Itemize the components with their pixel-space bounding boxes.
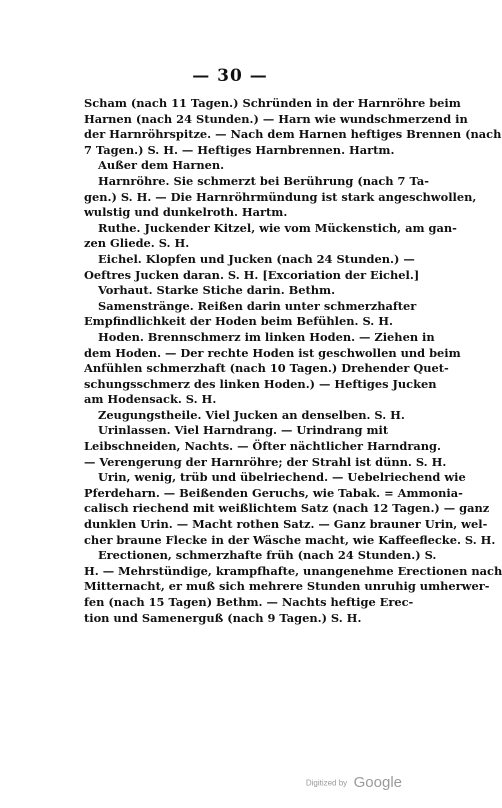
text-line: cher braune Flecke in der Wäsche macht, wie Kaffeeflecke. S. H. [84,532,496,547]
text-line: dunklen Urin. — Macht rothen Satz. — Ganz brauner Urin, wel- [84,517,488,532]
text-line: wulstig und dunkelroth. Hartm. [84,205,288,220]
text-line: schungsschmerz des linken Hoden.) — Heftiges Jucken [84,376,437,391]
text-line: Harnen (nach 24 Stunden.) — Harn wie wundschmerzend in [84,111,468,126]
text-line: Eichel. Klopfen und Jucken (nach 24 Stunden.) — [98,251,415,266]
text-line: tion und Samenerguß (nach 9 Tagen.) S. H. [84,610,362,625]
page-number: — 30 — [192,66,268,86]
text-line: gen.) S. H. — Die Harnröhrmündung ist stark angeschwollen, [84,189,477,204]
text-line: Außer dem Harnen. [98,158,225,173]
text-line: Empfindlichkeit der Hoden beim Befühlen. S. H. [84,314,393,329]
text-line: zen Gliede. S. H. [84,236,190,251]
body-text [84,96,502,626]
text-line: H. — Mehrstündige, krampfhafte, unangenehme Erectionen nach [84,563,502,578]
text-line: Samenstränge. Reißen darin unter schmerzhafter [98,298,417,313]
text-line: Scham (nach 11 Tagen.) Schründen in der Harnröhre beim [84,96,461,110]
text-line: Vorhaut. Starke Stiche darin. Bethm. [98,283,336,298]
text-line: Harnröhre. Sie schmerzt bei Berührung (nach 7 Ta- [98,173,429,188]
text-line: Mitternacht, er muß sich mehrere Stunden unruhig umherwer- [84,579,490,594]
text-line: Anfühlen schmerzhaft (nach 10 Tagen.) Drehender Quet- [84,361,449,376]
text-line: Erectionen, schmerzhafte früh (nach 24 Stunden.) S. [98,548,437,563]
text-line: Urinlassen. Viel Harndrang. — Urindrang mit [98,423,389,438]
watermark-prefix: Digitized by [305,778,348,788]
text-line: Zeugungstheile. Viel Jucken an denselben. S. H. [98,407,405,422]
text-line: Ruthe. Juckender Kitzel, wie vom Mückenstich, am gan- [98,220,457,235]
text-line: dem Hoden. — Der rechte Hoden ist geschwollen und beim [84,345,461,360]
text-line: Hoden. Brennschmerz im linken Hoden. — Ziehen in [98,329,435,344]
text-line: fen (nach 15 Tagen) Bethm. — Nachts heftige Erec- [84,595,414,609]
text-line: am Hodensack. S. H. [84,392,217,407]
google-logo: Google [353,774,402,792]
text-line: 7 Tagen.) S. H. — Heftiges Harnbrennen. Hartm. [84,142,395,157]
text-line: Pferdeharn. — Beißenden Geruchs, wie Tabak. = Ammonia- [84,485,463,500]
text-line: Urin, wenig, trüb und übelriechend. — Uebelriechend wie [98,470,466,485]
text-line: der Harnröhrspitze. — Nach dem Harnen heftiges Brennen (nach [84,127,502,142]
text-line: Oeftres Jucken daran. S. H. [Excoriation der Eichel.] [84,267,420,282]
text-line: calisch riechend mit weißlichtem Satz (nach 12 Tagen.) — ganz [84,501,490,516]
text-line: Leibschneiden, Nachts. — Öfter nächtlicher Harndrang. [84,439,441,454]
text-line: — Verengerung der Harnröhre; der Strahl ist dünn. S. H. [84,454,447,469]
google-watermark [306,774,402,792]
